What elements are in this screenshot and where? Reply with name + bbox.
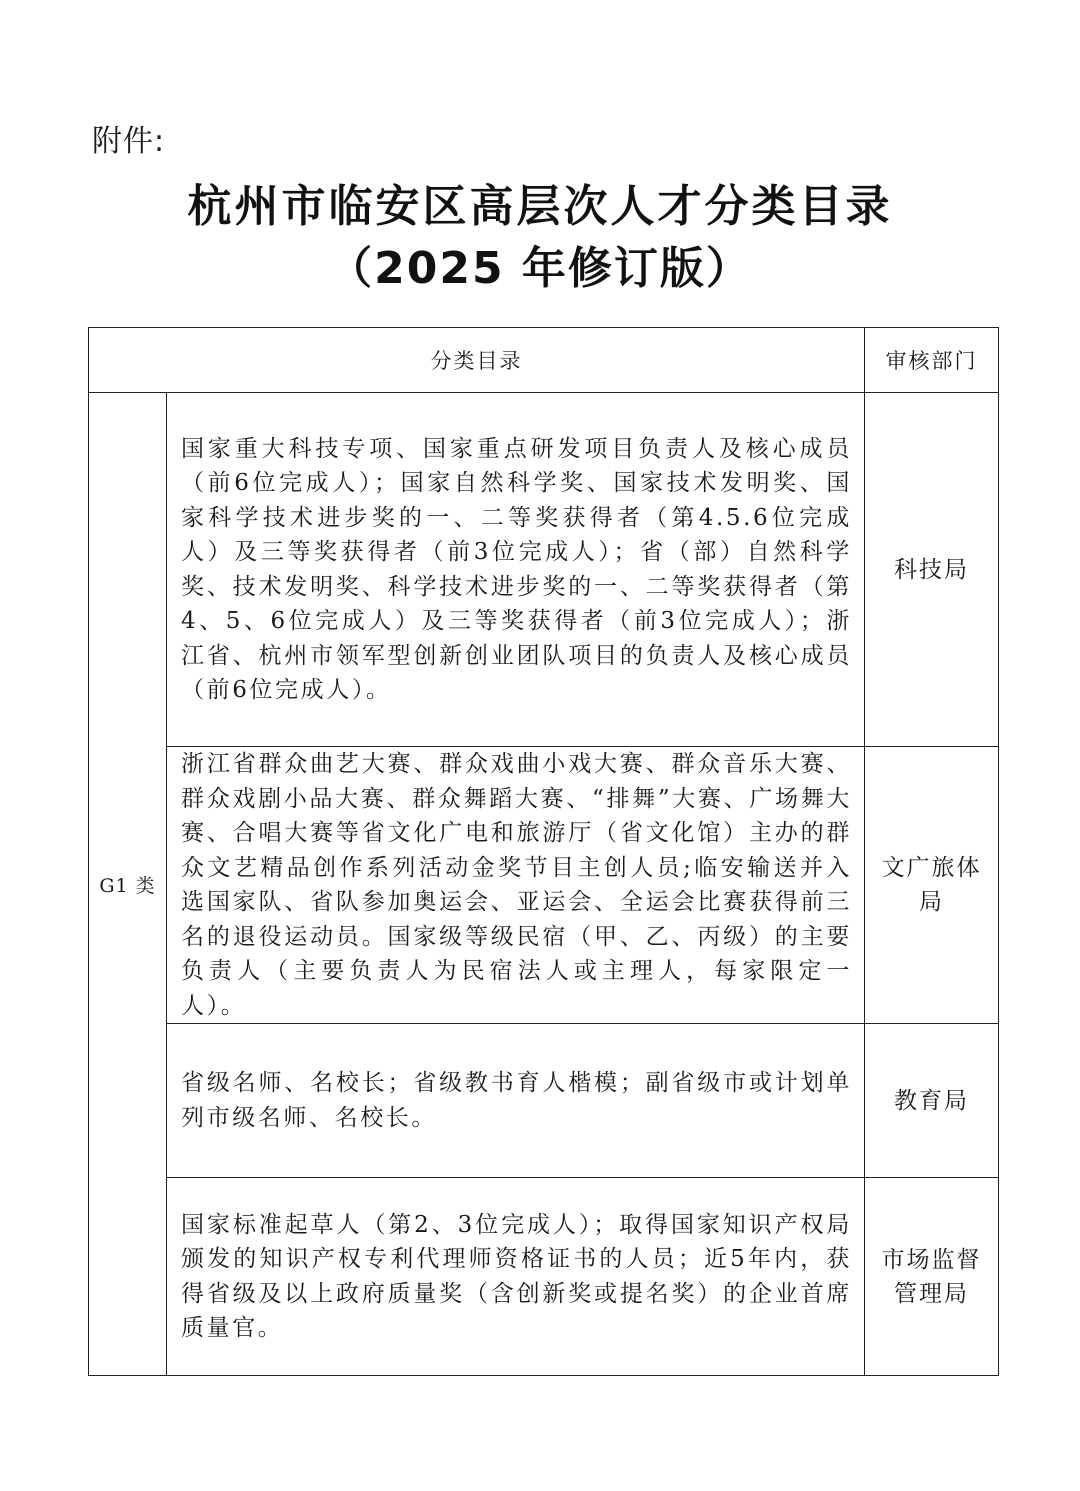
row-department: 科技局: [865, 393, 999, 747]
row-content: 省级名师、名校长；省级教书育人楷模；副省级市或计划单列市级名师、名校长。: [167, 1024, 865, 1178]
row-department: 教育局: [865, 1024, 999, 1178]
class-label: G1 类: [89, 393, 167, 1376]
catalog-table: [88, 327, 999, 1376]
table-header-row: [89, 328, 999, 393]
table-row: [89, 1024, 999, 1178]
table-row: [89, 1178, 999, 1376]
row-content: 国家标准起草人（第2、3位完成人）；取得国家知识产权局颁发的知识产权专利代理师资格证书的人员；近5年内，获得省级及以上政府质量奖（含创新奖或提名奖）的企业首席质量官。: [167, 1178, 865, 1376]
header-category: 分类目录: [89, 328, 865, 393]
header-department: 审核部门: [865, 328, 999, 393]
row-department-text: 市场监督管理局: [881, 1246, 982, 1307]
table-row: [89, 747, 999, 1024]
row-department: [865, 747, 999, 1024]
page-title: 杭州市临安区高层次人才分类目录: [187, 181, 893, 232]
table-row: [89, 393, 999, 747]
page-subtitle: （2025 年修订版）: [328, 243, 752, 294]
row-content: 国家重大科技专项、国家重点研发项目负责人及核心成员（前6位完成人）；国家自然科学奖、国家技术发明奖、国家科学技术进步奖的一、二等奖获得者（第4.5.6位完成人）及三等奖获得者（前3位完成人）；省（部）自然科学奖、技术发明奖、科学技术进步奖的一、二等奖获得者（第4、5、6位完成人）及三等奖获得者（前3位完成人）；浙江省、杭州市领军型创新创业团队项目的负责人及核心成员（前6位完成人）。: [167, 393, 865, 747]
row-department: [865, 1178, 999, 1376]
row-department-text: 文广旅体局: [881, 855, 982, 915]
row-content: 浙江省群众曲艺大赛、群众戏曲小戏大赛、群众音乐大赛、群众戏剧小品大赛、群众舞蹈大赛、“排舞”大赛、广场舞大赛、合唱大赛等省文化广电和旅游厅（省文化馆）主办的群众文艺精品创作系列活动金奖节目主创人员;临安输送并入选国家队、省队参加奥运会、亚运会、全运会比赛获得前三名的退役运动员。国家级等级民宿（甲、乙、丙级）的主要负责人（主要负责人为民宿法人或主理人，每家限定一人）。: [167, 747, 865, 1024]
attachment-label: 附件:: [92, 124, 166, 159]
